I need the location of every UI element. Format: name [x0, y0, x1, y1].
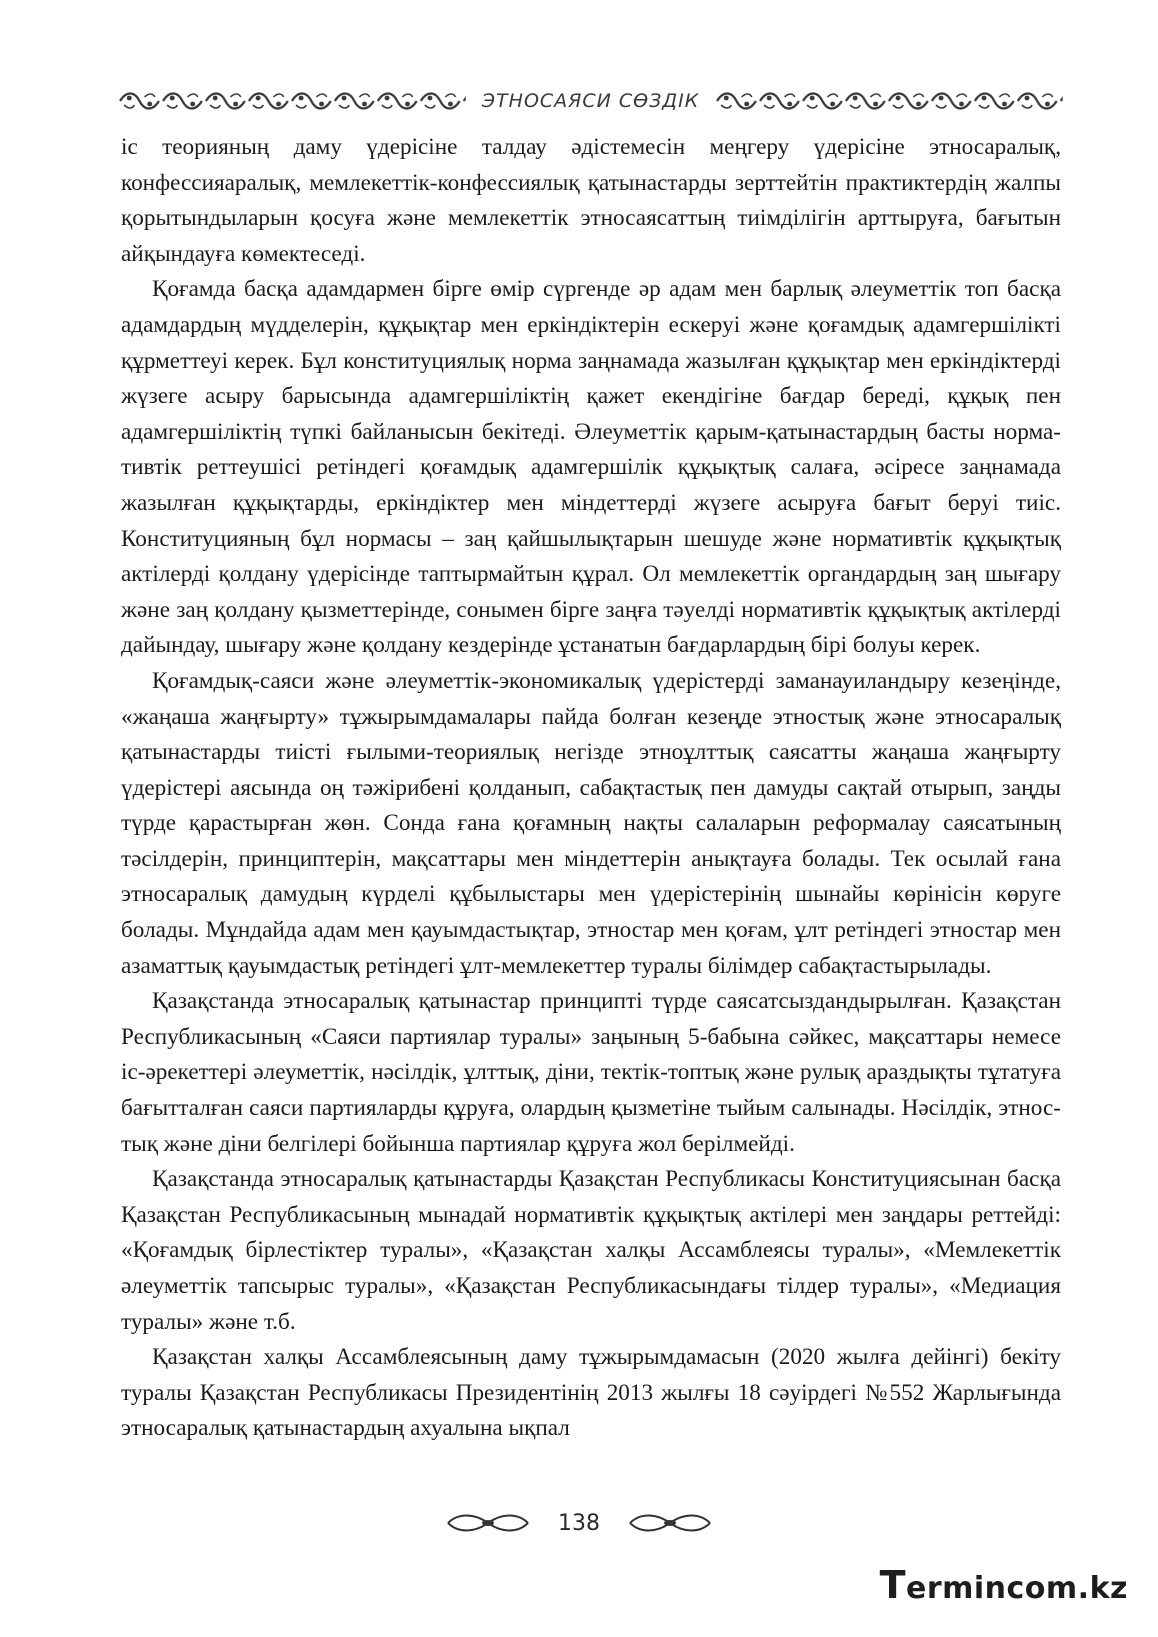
page-number: 138: [558, 1510, 600, 1536]
flourish-left-icon: [444, 1511, 532, 1535]
running-header: [118, 84, 1063, 118]
page-body: [121, 130, 1061, 1447]
watermark-text: ermincom.kz: [905, 1571, 1128, 1606]
paragraph-2: Қоғамда басқа адамдармен бірге өмір сүргенде әр адам мен барлық әлеуметтік топ басқа адамдардың мүдделерін, құқықтар мен еркіндіктерін ескеруі және қоғамдық адамгершілікті құрметтеуі керек. Бұл конституциялық норма заңнамада жазылған құқықтар мен еркіндіктерді жүзеге асыру барысында адамгершіліктің қажет екендігіне бағдар береді, құқық пен адамгершіліктің түпкі байланысын бекітеді. Әлеуметтік қарым-қатынастардың басты нормативтік реттеушісі ретіндегі қоғамдық адамгершілік құқықтық салаға, әсіресе заңнамада жазылған құқықтарды, еркіндіктер мен міндеттерді жүзеге асыруға бағыт беруі тиіс. Конституцияның бұл нормасы – заң қайшылықтарын шешуде және нормативтік құқықтық актілерді қолдану үдерісінде таптырмайтын құрал. Ол мемлекеттік органдардың заң шығару және заң қолдану қызметтерінде, сонымен бірге заңға тәуелді нормативтік құқықтық актілерді дайындау, шығару және қолдану кездерінде ұстанатын бағдарлардың бірі болуы керек.: [121, 276, 1061, 659]
paragraph-3: Қоғамдық-саяси және әлеуметтік-экономикалық үдерістерді заманауиландыру кезеңінде, «жаңаша жаңғырту» тұжырымдамалары пайда болған кезеңде этностық және этносаралық қатынастарды тиісті ғылыми-теориялық негізде этноұлттық саясатты жаңаша жаңғырту үдерістері аясында оң тәжірибені қолданып, сабақтастық пен дамуды сақтай отырып, заңды түрде қарастырған жөн. Сонда ғана қоғамның нақты салаларын реформалау саясатының тәсілдерін, принциптерін, мақсаттары мен міндеттерін анықтауға болады. Тек осылай ғана этносаралық дамудың күрделі құбылыстары мен үдерістерінің шынайы көрінісін көруге болады. Мұндайда адам мен қауымдастықтар, этностар мен қоғам, ұлт ретіндегі этностар мен азаматтық қауымдастық ретіндегі ұлт-мемлекеттер туралы білімдер сабақтастырылады.: [121, 667, 1061, 979]
ornament-left-icon: [118, 90, 466, 112]
header-title: ЭТНОСАЯСИ СӨЗДІК: [481, 90, 700, 112]
page-footer: [0, 1508, 1158, 1538]
watermark-first-letter: T: [879, 1563, 906, 1607]
site-watermark: [880, 1563, 1128, 1607]
paragraph-1: іс теорияның даму үдерісіне талдау әдістемесін меңгеру үдерісіне этносаралық, конфессияаралық, мемлекеттік-конфессиялық қатынастарды зерттейтін практиктердің жалпы қорытындыларын қосуға және мемлекеттік этносаясаттың тиімділігін арттыруға, бағытын айқындауға көмектеседі.: [121, 134, 1061, 267]
flourish-right-icon: [626, 1511, 714, 1535]
paragraph-6: Қазақстан халқы Ассамблеясының даму тұжырымдамасын (2020 жылға дейінгі) бекіту туралы Қазақстан Республикасы Президентінің 2013 жылғы 18 сәуірдегі №552 Жарлығында этносаралық қатынастардың ахуалына ықпал: [121, 1344, 1061, 1442]
ornament-right-icon: [715, 90, 1063, 112]
paragraph-5: Қазақстанда этносаралық қатынастарды Қазақстан Республикасы Конституциясынан басқа Қазақстан Республикасының мынадай нормативтік құқықтық актілері мен заңдары реттейді: «Қоғамдық бірлестіктер туралы», «Қазақстан халқы Ассамблеясы туралы», «Мемлекеттік әлеуметтік тапсырыс туралы», «Қазақстан Республикасындағы тілдер туралы», «Медиация туралы» және т.б.: [121, 1166, 1061, 1335]
paragraph-4: Қазақстанда этносаралық қатынастар принципті түрде саясатсыздандырылған. Қазақстан Республикасының «Саяси партиялар туралы» заңының 5-бабына сәйкес, мақсаттары немесе іс-әрекеттері әлеуметтік, нәсілдік, ұлттық, діни, тектік-топтық және рулық араздықты тұтатуға бағытталған саяси партияларды құруға, олардың қызметіне тыйым салынады. Нәсілдік, этностық және діни белгілері бойынша партиялар құруға жол берілмейді.: [121, 988, 1061, 1157]
